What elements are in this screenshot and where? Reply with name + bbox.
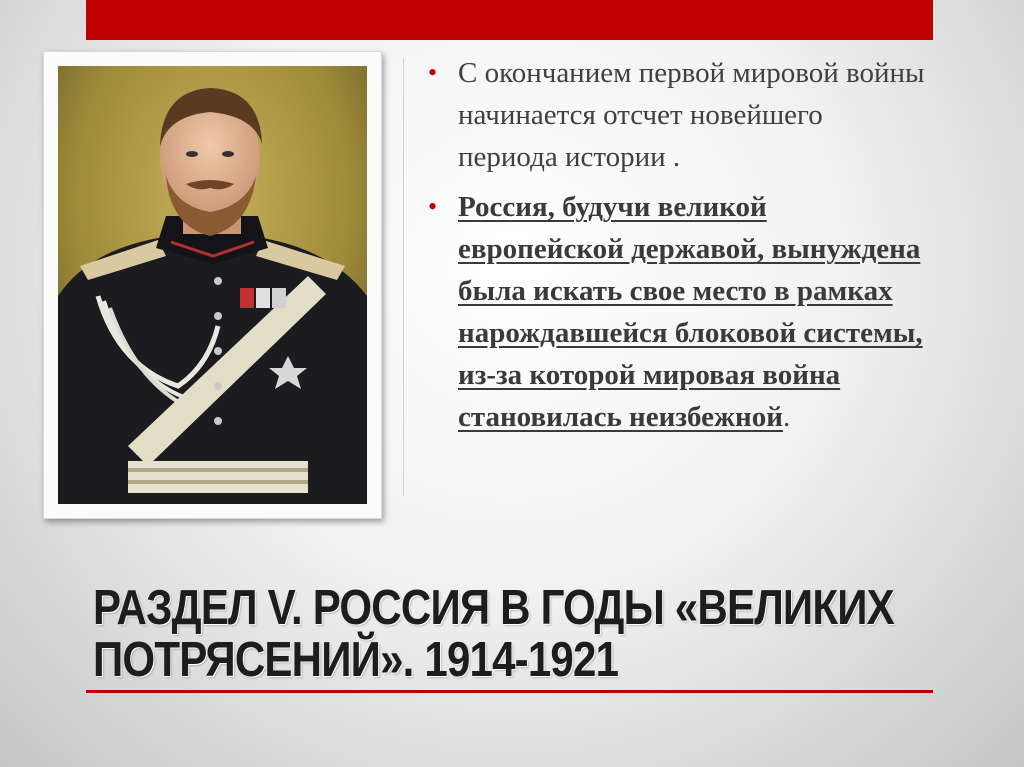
title-line-2: ПОТРЯСЕНИЙ». 1914-1921 (93, 633, 619, 687)
bullet-item (428, 186, 928, 438)
portrait-frame (43, 51, 382, 519)
divider-line (403, 58, 404, 496)
title-line-1: РАЗДЕЛ V. РОССИЯ В ГОДЫ «ВЕЛИКИХ (93, 581, 894, 635)
top-accent-bar (86, 0, 933, 40)
bullet-text-link[interactable]: Россия, будучи великой европейской державой, вынуждена была искать свое место в рамках нарождавшейся блоковой системы, из-за которой мировая война становилась неизбежной (458, 191, 923, 433)
bullet-dot-icon: • (428, 192, 438, 221)
bullet-tail: . (782, 401, 791, 433)
slide-title (93, 581, 894, 687)
bullet-list (428, 52, 928, 446)
bullet-item (428, 52, 928, 178)
bullet-text: С окончанием первой мировой войны начинается отсчет новейшего периода истории . (458, 57, 925, 173)
portrait-image (58, 66, 367, 504)
bullet-dot-icon: • (428, 58, 438, 87)
bottom-accent-line (86, 690, 933, 693)
